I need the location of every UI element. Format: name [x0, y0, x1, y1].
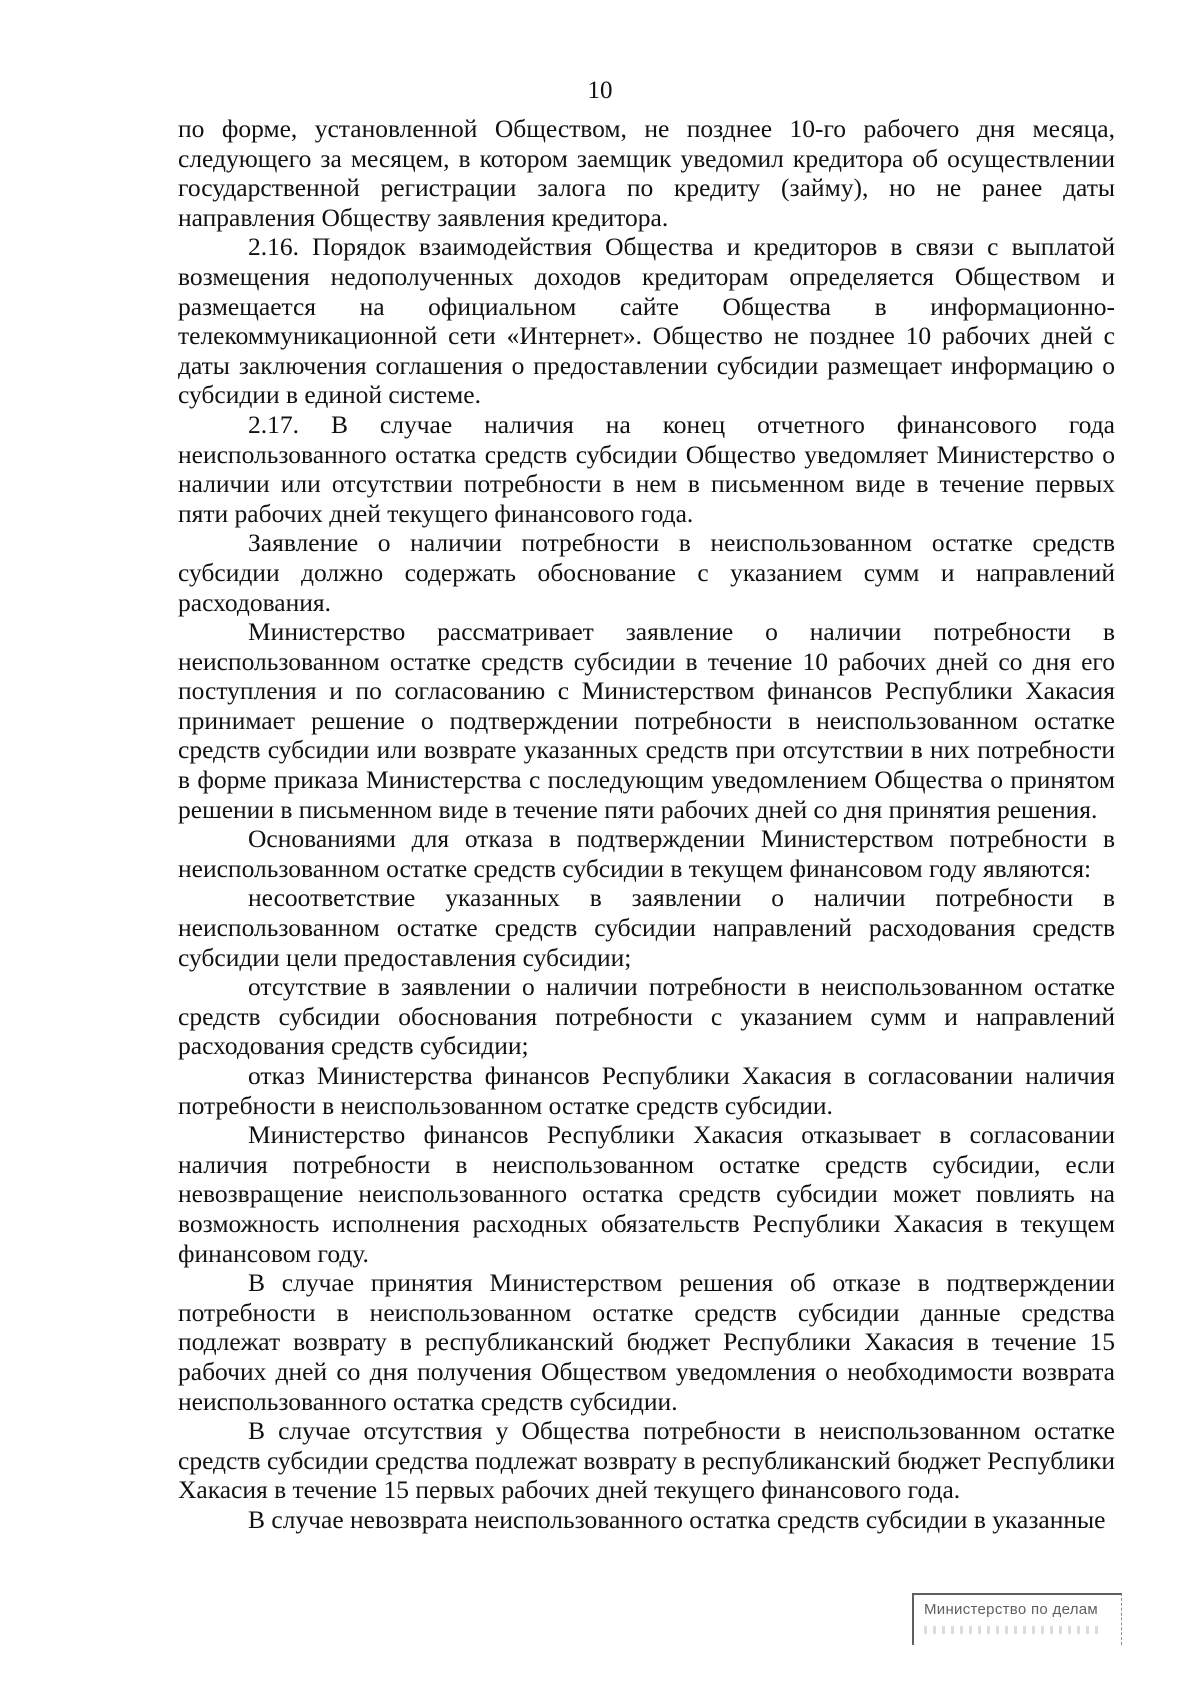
paragraph-2-17: 2.17. В случае наличия на конец отчетного финансового года неиспользованного остатка средств субсидии Общество уведомляет Министерство о наличии или отсутствии потребности в нем в письменном виде в течение первых пяти рабочих дней текущего финансового года.	[178, 409, 1115, 528]
document-body	[178, 114, 1115, 1535]
paragraph-continuation: по форме, установленной Обществом, не позднее 10-го рабочего дня месяца, следующего за месяцем, в котором заемщик уведомил кредитора об осуществлении государственной регистрации залога по кредиту (займу), но не ранее даты направления Обществу заявления кредитора.	[178, 114, 1115, 232]
page-number: 10	[587, 77, 613, 104]
paragraph-refund-on-refusal: В случае принятия Министерством решения об отказе в подтверждении потребности в неиспользованном остатке средств субсидии данные средства подлежат возврату в республиканский бюджет Республики Хакасия в течение 15 рабочих дней со дня получения Обществом уведомления о необходимости возврата неиспользованного остатка средств субсидии.	[178, 1268, 1115, 1416]
list-item-finance-refusal: отказ Министерства финансов Республики Хакасия в согласовании наличия потребности в неиспользованном остатке средств субсидии.	[178, 1061, 1115, 1120]
paragraph-ministry-review: Министерство рассматривает заявление о наличии потребности в неиспользованном остатке средств субсидии в течение 10 рабочих дней со дня его поступления и по согласованию с Министерством финансов Республики Хакасия принимает решение о подтверждении потребности в неиспользованном остатке средств субсидии или возврате указанных средств при отсутствии в них потребности в форме приказа Министерства с последующим уведомлением Общества о принятом решении в письменном виде в течение пяти рабочих дней со дня принятия решения.	[178, 617, 1115, 824]
list-item-no-justification: отсутствие в заявлении о наличии потребности в неиспользованном остатке средств субсидии обоснования потребности с указанием сумм и направлений расходования средств субсидии;	[178, 972, 1115, 1061]
paragraph-non-return: В случае невозврата неиспользованного остатка средств субсидии в указанные	[248, 1504, 1106, 1534]
paragraph-2-16: 2.16. Порядок взаимодействия Общества и кредиторов в связи с выплатой возмещения недополученных доходов кредиторам определяется Обществом и размещается на официальном сайте Общества в информационно-телекоммуникационной сети «Интернет». Общество не позднее 10 рабочих дней с даты заключения соглашения о предоставлении субсидии размещает информацию о субсидии в единой системе.	[178, 232, 1115, 410]
ministry-stamp	[912, 1593, 1122, 1645]
paragraph-application-content: Заявление о наличии потребности в неиспользованном остатке средств субсидии должно содержать обоснование с указанием сумм и направлений расходования.	[178, 528, 1115, 617]
stamp-text: Министерство по делам	[924, 1601, 1099, 1618]
list-item-mismatch: несоответствие указанных в заявлении о наличии потребности в неиспользованном остатке средств субсидии направлений расходования средств субсидии цели предоставления субсидии;	[178, 883, 1115, 972]
paragraph-refund-no-need: В случае отсутствия у Общества потребности в неиспользованном остатке средств субсидии средства подлежат возврату в республиканский бюджет Республики Хакасия в течение 15 первых рабочих дней текущего финансового года.	[178, 1416, 1115, 1505]
stamp-noise	[924, 1626, 1104, 1634]
paragraph-refusal-grounds: Основаниями для отказа в подтверждении Министерством потребности в неиспользованном остатке средств субсидии в текущем финансовом году являются:	[178, 824, 1115, 883]
paragraph-finance-ministry-refusal: Министерство финансов Республики Хакасия отказывает в согласовании наличия потребности в неиспользованном остатке средств субсидии, если невозвращение неиспользованного остатка средств субсидии может повлиять на возможность исполнения расходных обязательств Республики Хакасия в текущем финансовом году.	[178, 1120, 1115, 1268]
